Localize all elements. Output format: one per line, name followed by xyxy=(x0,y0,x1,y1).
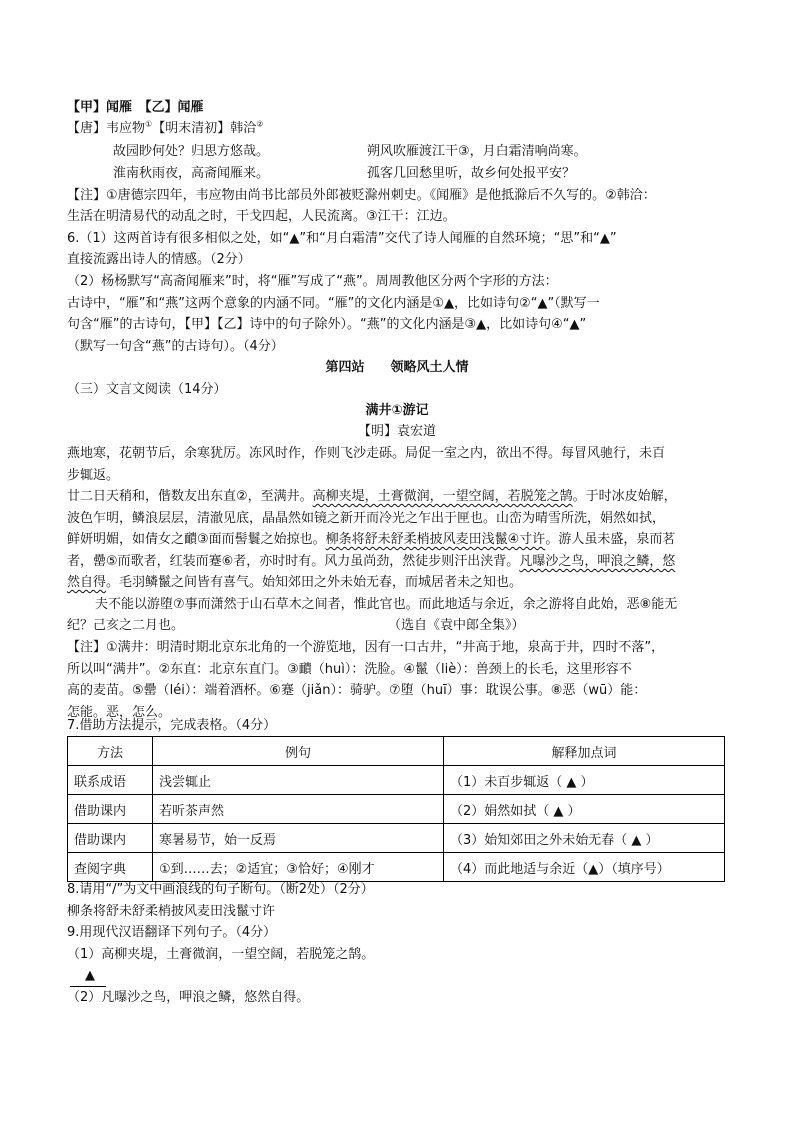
table-cell: （1）未百步辄返（ ▲ ） xyxy=(444,766,725,795)
q6-part2-line1: （2）杨杨默写“高斋闻雁来”时，将“雁”写成了“燕”。周周教他区分两个字形的方法： xyxy=(67,274,558,289)
table-cell: （3）始知郊田之外未始无春（ ▲ ） xyxy=(444,824,725,853)
poem-yi-line1: 朔风吹雁渡江干③，月白霜清响尚寒。 xyxy=(367,144,587,159)
essay-note-line3: 高的麦苗。⑤罍（léi）：端着酒杯。⑥蹇（jiǎn）：骑驴。⑦堕（huī）事：耽误公事。⑧恶（wū）能： xyxy=(67,683,647,698)
table-cell: 若听茶声然 xyxy=(153,795,444,824)
table-cell: 借助课内 xyxy=(68,824,153,853)
q7-table xyxy=(67,736,725,882)
table-header: 解释加点词 xyxy=(444,737,725,766)
q6-part2-line2: 古诗中，“雁”和“燕”这两个意象的内涵不同。“雁”的文化内涵是①▲，比如诗句②“▲”（默写一 xyxy=(67,296,600,311)
essay-p2-line5 xyxy=(67,573,522,593)
q8-sentence: 柳条将舒未舒柔梢披风麦田浅鬣寸许 xyxy=(67,904,276,919)
essay-p2-line5-b: 。毛羽鳞鬣之间皆有喜气。始知郊田之外未始无春，而城居者未之知也。 xyxy=(106,575,523,590)
essay-p2-line1-a: 廿二日天稍和，偕数友出东直②，至满井。 xyxy=(67,489,313,504)
essay-author: 【明】袁宏道 xyxy=(357,424,436,439)
essay-p2-line3-a: 鲜妍明媚，如倩女之靧③面而髻鬟之始掠也。 xyxy=(67,532,326,547)
q6-part1-line2: 直接流露出诗人的情感。（2分） xyxy=(67,252,251,267)
essay-source: （选自《袁中郎全集》） xyxy=(388,618,525,633)
q9-sentence-1: （1）高柳夹堤，土膏微润，一望空阔，若脱笼之鹄。 xyxy=(67,947,375,962)
poem-annotation-line2: 生活在明清易代的动乱之时，干戈四起，人民流离。③江干：江边。 xyxy=(67,209,456,224)
wavy-sentence-3b: 然自得 xyxy=(67,575,107,590)
table-cell: 寒暑易节，始一反焉 xyxy=(153,824,444,853)
poem-jia-line1: 故园眇何处？归思方悠哉。 xyxy=(113,144,270,159)
author-tang: 【唐】韦应物 xyxy=(67,121,146,136)
q6-part1-line1: 6.（1）这两首诗有很多相似之处，如“▲”和“月白霜清”交代了诗人闻雁的自然环境；“思”和“▲” xyxy=(67,231,617,246)
note-marker-2: ② xyxy=(256,119,264,129)
essay-note-line1: 【注】①满井：明清时期北京东北角的一个游览地，因有一口古井，“井高于地，泉高于井，四时不落”， xyxy=(67,640,665,655)
table-header: 方法 xyxy=(68,737,153,766)
table-cell: （2）娟然如拭（ ▲ ） xyxy=(444,795,725,824)
poem-jia-line2: 淮南秋雨夜，高斋闻雁来。 xyxy=(113,166,270,181)
essay-p1-line2: 步辄返。 xyxy=(67,468,120,483)
q9-answer-mark: ▲ xyxy=(85,968,95,983)
essay-p2-line3-b: 。游人虽未盛，泉而茗 xyxy=(545,532,676,547)
wavy-sentence-1: 高柳夹堤，土膏微润，一望空阔，若脱笼之鹄 xyxy=(312,489,573,504)
wavy-sentence-3a: 凡曝沙之鸟，呷浪之鳞，悠 xyxy=(519,554,676,569)
q9-prompt: 9.用现代汉语翻译下列句子。（4分） xyxy=(67,925,277,940)
essay-p2-line1 xyxy=(67,487,677,507)
q6-part2-line3: 句含“雁”的古诗句，【甲】【乙】诗中的句子除外）。“燕”的文化内涵是③▲，比如诗句④“▲” xyxy=(67,317,587,332)
table-header-row xyxy=(68,737,725,766)
q8-prompt: 8.请用“/”为文中画浪线的句子断句。（断2处）（2分） xyxy=(67,882,374,897)
table-cell: 联系成语 xyxy=(68,766,153,795)
q7-prompt: 7.借助方法提示，完成表格。（4分） xyxy=(67,718,277,733)
poem-authors xyxy=(67,119,263,139)
author-ming: 【明末清初】韩洽 xyxy=(152,121,257,136)
table-cell: 查阅字典 xyxy=(68,853,153,882)
table-header: 例句 xyxy=(153,737,444,766)
essay-p3-line1: 夫不能以游堕⑦事而潇然于山石草木之间者，惟此官也。而此地适与余近，余之游将自此始，恶⑧能无 xyxy=(95,597,678,612)
q6-part2-line4: （默写一句含“燕”的古诗句）。（4分） xyxy=(67,339,284,354)
poem-annotation-line1: 【注】①唐德宗四年，韦应物由尚书比部员外郎被贬滁州刺史。《闻雁》是他抵滁后不久写的。②韩洽： xyxy=(67,188,656,203)
q9-sentence-2: （2）凡曝沙之鸟，呷浪之鳞，悠然自得。 xyxy=(67,990,310,1005)
essay-title: 满井①游记 xyxy=(365,403,429,418)
table-row xyxy=(68,766,725,795)
table-row xyxy=(68,795,725,824)
essay-p2-line3 xyxy=(67,530,675,550)
essay-p2-line4 xyxy=(67,552,675,572)
essay-p2-line2: 波色乍明，鳞浪层层，清澈见底，晶晶然如镜之新开而冷光之乍出于匣也。山峦为晴雪所洗，娟然如拭， xyxy=(67,511,666,526)
table-cell: （4）而此地适与余近（▲）（填序号） xyxy=(444,853,725,882)
essay-note-line4: 怎能。恶，怎么。 xyxy=(67,705,172,720)
table-cell: 借助课内 xyxy=(68,795,153,824)
poem-title: 【甲】闻雁 【乙】闻雁 xyxy=(67,100,204,115)
table-cell: 浅尝辄止 xyxy=(153,766,444,795)
essay-p2-line1-b: 。于时冰皮始解， xyxy=(572,489,677,504)
table-row xyxy=(68,853,725,882)
essay-p2-line4-a: 者，罍⑤而歌者，红装而蹇⑥者，亦时时有。风力虽尚劲，然徒步则汗出浃背。 xyxy=(67,554,520,569)
poem-yi-line2: 孤客几回愁里听，故乡何处报平安？ xyxy=(367,166,576,181)
essay-p1-line1: 燕地寒，花朝节后，余寒犹厉。冻风时作，作则飞沙走砾。局促一室之内，欲出不得。每冒风驰行，未百 xyxy=(67,446,666,461)
section-label: （三）文言文阅读（14分） xyxy=(67,382,227,397)
table-row xyxy=(68,824,725,853)
station-heading: 第四站 领略风土人情 xyxy=(325,360,469,375)
table-cell: ①到……去；②适宜；③恰好；④刚才 xyxy=(153,853,444,882)
wavy-sentence-2: 柳条将舒未舒柔梢披风麦田浅鬣④寸许 xyxy=(325,532,546,547)
note-marker-1: ① xyxy=(145,119,153,129)
essay-p3-line2: 纪？己亥之二月也。 xyxy=(67,618,185,633)
essay-note-line2: 所以叫“满井”。②东直：北京东直门。③靧（huì）：洗脸。④鬣（liè）：兽颈上的长毛，这里形容不 xyxy=(67,662,632,677)
answer-line xyxy=(70,986,106,987)
